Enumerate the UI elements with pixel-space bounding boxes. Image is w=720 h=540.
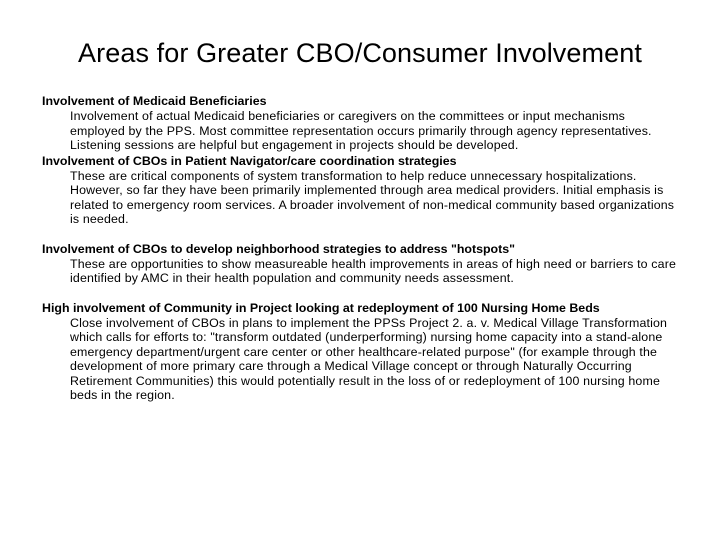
section-heading: Involvement of CBOs in Patient Navigator/care coordination strategies [42,153,457,168]
section-medicaid-beneficiaries [42,93,678,153]
slide-content [42,93,678,403]
section-heading: Involvement of Medicaid Beneficiaries [42,94,267,108]
section-body: Involvement of actual Medicaid beneficiaries or caregivers on the committees or input mechanisms employed by the PPS. Most committee representation occurs primarily through agency representatives. Listening sessions are helpful but engagement in projects should be developed. [70,109,652,152]
section-heading: Involvement of CBOs to develop neighborhood strategies to address "hotspots" [42,241,516,256]
section-body: Close involvement of CBOs in plans to implement the PPSs Project 2. a. v. Medical Village Transformation which calls for efforts to: "transform outdated (underperforming) nursing home capacity into a stand-alone emergency department/urgent care center or other healthcare-related purpose" (for example through the development of more primary care through a Medical Village concept or through Naturally Occurring Retirement Communities) this would potentially result in the loss of or redeployment of 100 nursing home beds in the region. [70,315,668,402]
section-body: These are critical components of system transformation to help reduce unnecessary hospitalizations. However, so far they have been primarily implemented through area medical providers. Initial emphasis is related to emergency room services. A broader involvement of non-medical community based organizations is needed. [70,168,675,226]
section-body: These are opportunities to show measureable health improvements in areas of high need or barriers to care identified by AMC in their health population and community needs assessment. [70,256,677,285]
slide-title: Areas for Greater CBO/Consumer Involvement [78,38,642,68]
section-hotspots [42,241,678,286]
section-heading: High involvement of Community in Project looking at redeployment of 100 Nursing Home Beds [42,300,600,315]
section-nursing-home-beds [42,300,678,403]
section-patient-navigator [42,153,678,227]
